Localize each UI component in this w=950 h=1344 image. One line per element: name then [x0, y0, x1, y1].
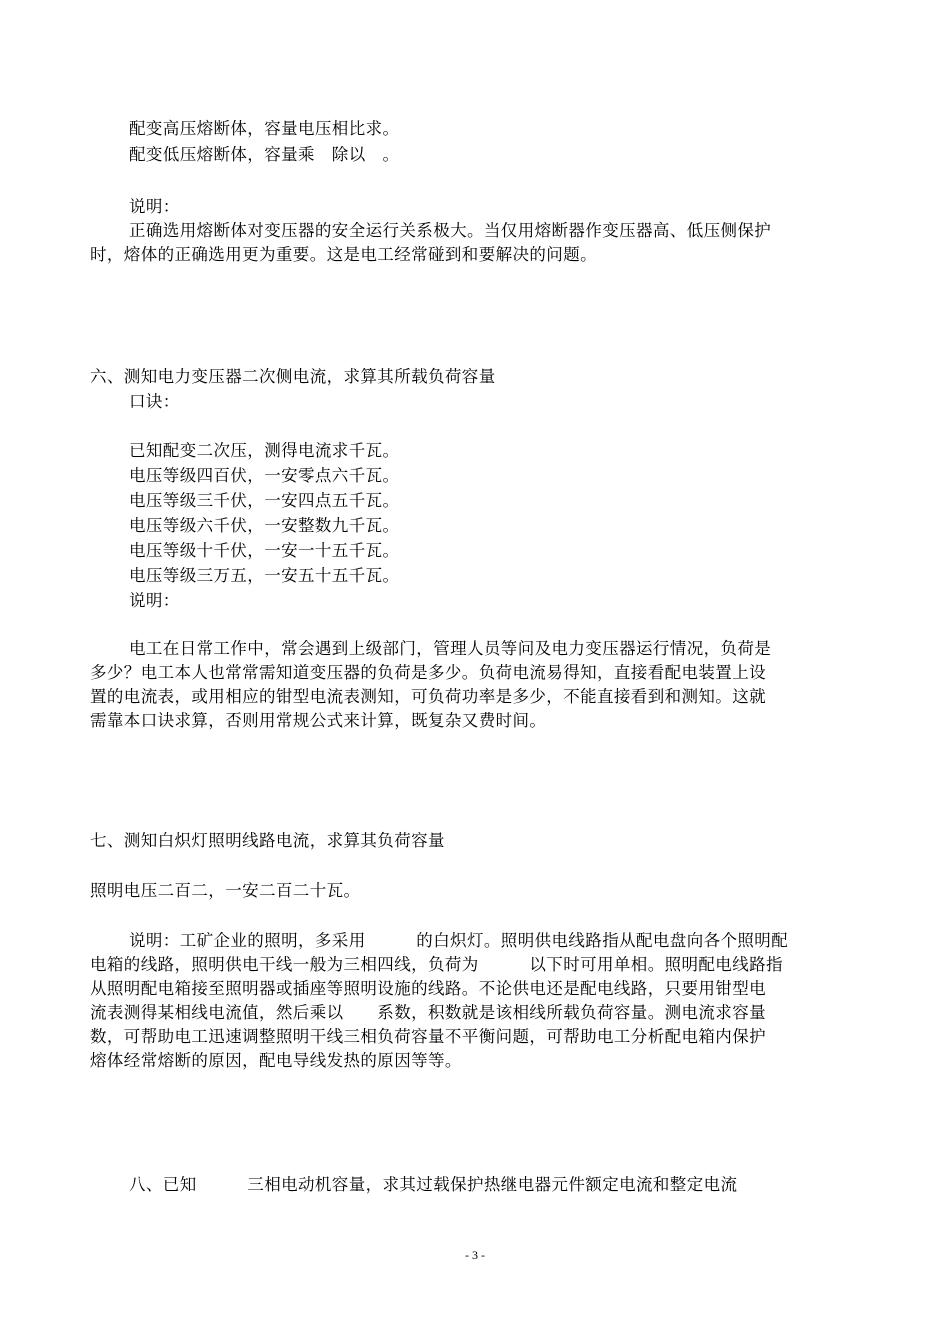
text-line: 电箱的线路，照明供电干线一般为三相四线，负荷为 以下时可用单相。照明配电线路指 — [90, 955, 783, 974]
text-line: 电压等级十千伏，一安一十五千瓦。 — [129, 541, 400, 560]
text-line: 照明电压二百二，一安二百二十瓦。 — [90, 881, 361, 900]
text-line: 置的电流表，或用相应的钳型电流表测知，可负荷功率是多少，不能直接看到和测知。这就 — [90, 687, 766, 706]
text-line: 时，熔体的正确选用更为重要。这是电工经常碰到和要解决的问题。 — [90, 245, 597, 264]
text-line: 从照明配电箱接至照明器或插座等照明设施的线路。不论供电还是配电线路，只要用钳型电 — [90, 979, 766, 998]
text-line: 说明： — [129, 591, 180, 610]
page-number: - 3 - — [465, 1248, 485, 1262]
text-line: 数，可帮助电工迅速调整照明干线三相负荷容量不平衡问题，可帮助电工分析配电箱内保护 — [90, 1027, 766, 1046]
text-line: 说明： — [129, 197, 180, 216]
text-line: 需靠本口诀求算，否则用常规公式来计算，既复杂又费时间。 — [90, 711, 547, 730]
text-line: 电压等级三万五，一安五十五千瓦。 — [129, 566, 400, 585]
text-line: 电压等级六千伏，一安整数九千瓦。 — [129, 516, 400, 535]
text-line: 已知配变二次压，测得电流求千瓦。 — [129, 441, 400, 460]
text-line: 配变低压熔断体，容量乘 除以 。 — [129, 145, 400, 164]
text-line: 配变高压熔断体，容量电压相比求。 — [129, 119, 400, 138]
text-line: 流表测得某相线电流值，然后乘以 系数，积数就是该相线所载负荷容量。测电流求容量 — [90, 1003, 766, 1022]
section-heading: 八、已知 三相电动机容量，求其过载保护热继电器元件额定电流和整定电流 — [129, 1175, 738, 1194]
text-line: 说明：工矿企业的照明，多采用 的白炽灯。照明供电线路指从配电盘向各个照明配 — [129, 931, 789, 950]
text-line: 电压等级三千伏，一安四点五千瓦。 — [129, 491, 400, 510]
text-line: 口诀： — [129, 392, 180, 411]
text-line: 电压等级四百伏，一安零点六千瓦。 — [129, 466, 400, 485]
text-line: 电工在日常工作中，常会遇到上级部门，管理人员等问及电力变压器运行情况，负荷是 — [129, 639, 772, 658]
section-heading: 六、测知电力变压器二次侧电流，求算其所载负荷容量 — [90, 367, 496, 386]
text-line: 正确选用熔断体对变压器的安全运行关系极大。当仅用熔断器作变压器高、低压侧保护 — [129, 221, 772, 240]
text-line: 多少？电工本人也常常需知道变压器的负荷是多少。负荷电流易得知，直接看配电装置上设 — [90, 663, 766, 682]
text-line: 熔体经常熔断的原因，配电导线发热的原因等等。 — [90, 1051, 462, 1070]
section-heading: 七、测知白炽灯照明线路电流，求算其负荷容量 — [90, 831, 445, 850]
